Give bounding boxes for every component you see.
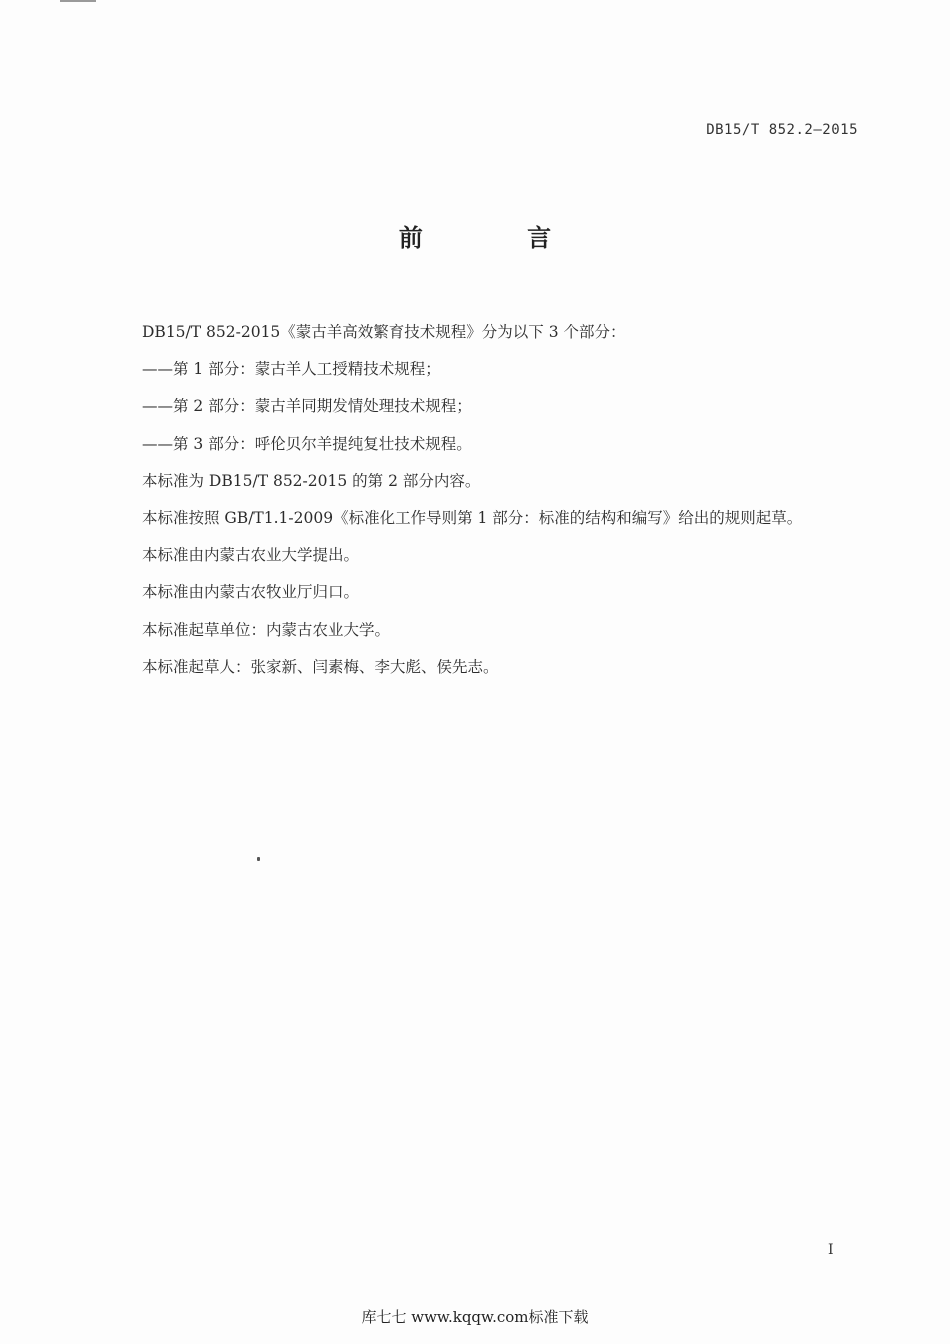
standard-code: DB15/T 852.2—2015: [706, 122, 858, 138]
paragraph-administrator: 本标准由内蒙古农牧业厅归口。: [142, 583, 360, 602]
paragraph-part-3: ——第 3 部分：呼伦贝尔羊提纯复壮技术规程。: [142, 434, 472, 453]
paragraph-parts-intro: DB15/T 852-2015《蒙古羊高效繁育技术规程》分为以下 3 个部分：: [142, 323, 626, 341]
page-number: I: [828, 1242, 834, 1258]
scan-edge-mark: [60, 0, 96, 2]
paragraph-part-1: ——第 1 部分：蒙古羊人工授精技术规程；: [142, 360, 441, 379]
paragraph-drafters: 本标准起草人：张家新、闫素梅、李大彪、侯先志。: [142, 657, 499, 676]
paragraph-scope: 本标准为 DB15/T 852-2015 的第 2 部分内容。: [142, 471, 481, 490]
page-title: 前 言: [398, 224, 600, 252]
paragraph-part-2: ——第 2 部分：蒙古羊同期发情处理技术规程；: [142, 397, 472, 416]
paragraph-drafting-rules: 本标准按照 GB/T1.1-2009《标准化工作导则第 1 部分：标准的结构和编写》给出的规则起草。: [142, 509, 803, 528]
footer-watermark-text: 库七七 www.kqqw.com标准下载: [361, 1308, 589, 1326]
paragraph-drafting-unit: 本标准起草单位：内蒙古农业大学。: [142, 620, 391, 639]
foreword-body: [142, 314, 842, 686]
scan-speck: [257, 857, 260, 861]
paragraph-proposer: 本标准由内蒙古农业大学提出。: [142, 546, 360, 565]
